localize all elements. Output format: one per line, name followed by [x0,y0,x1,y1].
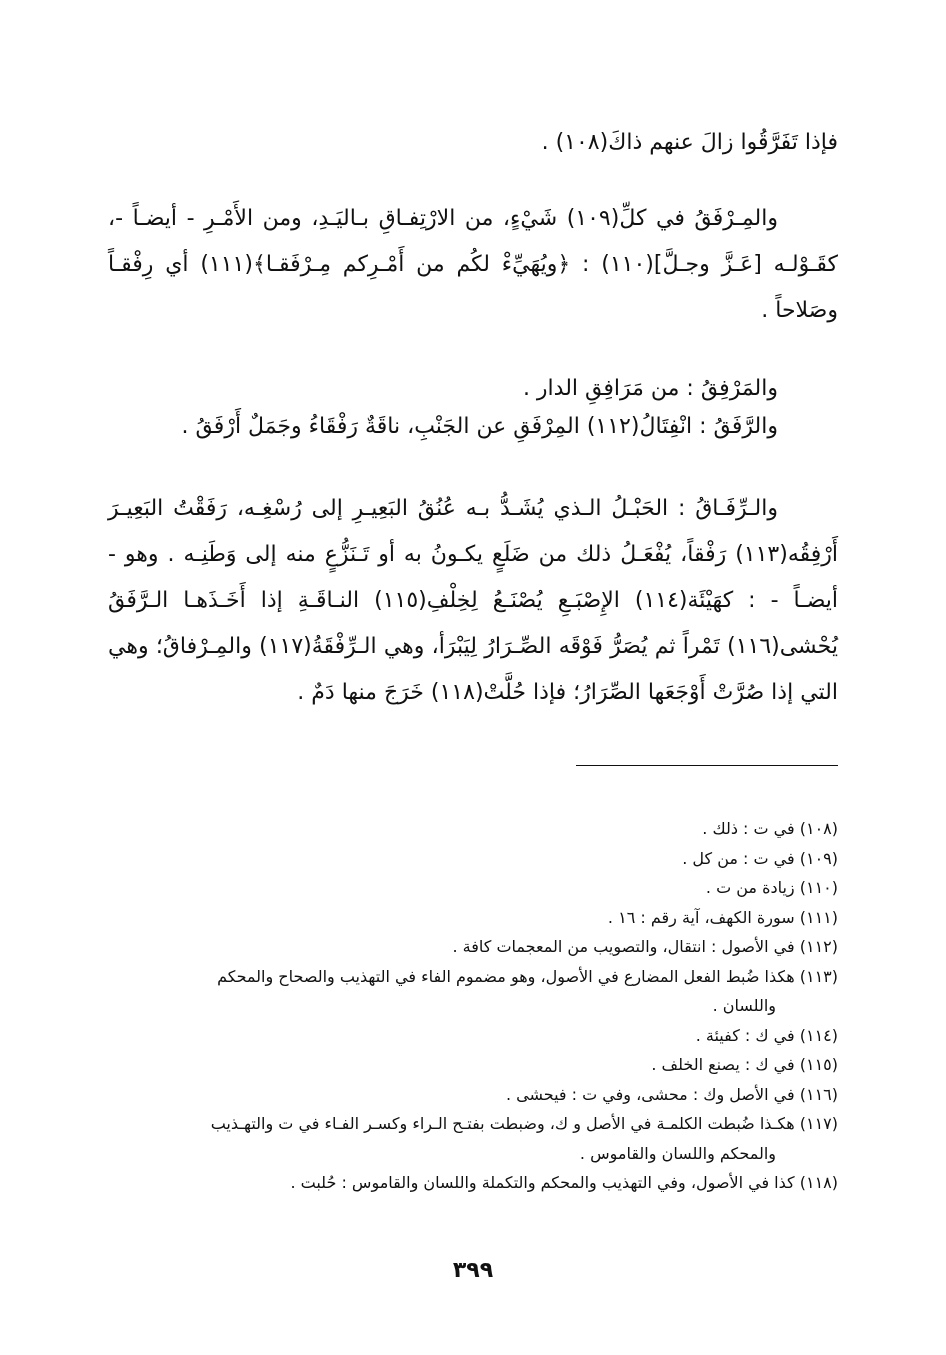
page-number: ٣٩٩ [452,1258,494,1283]
paragraph-4-text: والـرِّفَـاقُ : الحَبْـلُ الـذي يُشَـدُّ بـه عُنُقُ البَعِيـرِ إلى رُسْغِـه، رَفَقْتُ البَعِيـرَ أَرْفِقُه(١١٣) رَفْقاً، يُفْعَـلُ ذلك من ضَلَعٍ يكـونُ به أو تَـنَزُّعٍ منه إلى وَطَنِـه . وهو - أيضـاً - : كهَيْئَة(١١٤) الإِصْبَـعِ يُصْنَـعُ لِخِلْفِ(١١٥) النـاقَـةِ إذا أَخَـذَهـا الـرَّفَقُ يُحْشى(١١٦) تَمْراً ثم يُصَرُّ فَوْقَه الصِّـرَارُ لِيَبْرَأ، وهي الـرِّفْقَةُ(١١٧) والمِـرْفاقُ؛ وهي التي إذا صُرَّتْ أَوْجَعَها الصِّرَارُ؛ فإذا حُلَّتْ(١١٨) خَرَجَ منها دَمٌ . [108,496,839,705]
paragraph-3 [108,370,838,446]
footnote-112: (١١٢) في الأصول : انتقال، والتصويب من المعجمات كافة . [452,937,838,956]
footnote-118: (١١٨) كذا في الأصول، وفي التهذيب والمحكم والتكملة واللسان والقاموس : حُلبت . [290,1173,838,1192]
paragraph-2-text: والمِـرْفَقُ في كلِّ(١٠٩) شَيْءٍ، من الارْتِفـاقِ بـاليَـدِ، ومن الأَمْـرِ - أيضـاً -، كقَـوْلـه [عَـزَّ وجـلَّ](١١٠) : ﴿ويُهَيِّءْ لكُم من أَمْـرِكم مِـرْفَقـا﴾(١١١) أي رِفْقـاً وصَلاحاً . [108,206,839,323]
paragraph-1 [108,120,838,166]
paragraph-1-text: فإذا تَفَرَّقُوا زالَ عنهم ذاكَ(١٠٨) . [541,130,838,155]
footnote-117-continuation: والمحكم واللسان والقاموس . [579,1143,776,1163]
footnote-108: (١٠٨) في ت : ذلك . [702,819,838,838]
footnote-114: (١١٤) في ك : كفيئة . [695,1025,838,1045]
footnote-109: (١٠٩) في ت : من كل . [682,848,838,868]
paragraph-3a-text: والمَرْفِقُ : من مَرَافِقِ الدار . [522,376,778,401]
footnote-115: (١١٥) في ك : يصنع الخلف . [651,1055,838,1074]
footnote-113-continuation: واللسان . [712,996,776,1015]
footnote-111: (١١١) سورة الكهف، آية رقم : ١٦ . [607,907,838,927]
footnote-117: (١١٧) هكـذا ضُبطت الكلمـة في الأصل و ك، وضبطت بفتـح الـراء وكسـر الفـاء في ت والتهـذيب [210,1114,838,1133]
footnote-113: (١١٣) هكذا ضُبط الفعل المضارع في الأصول، وهو مضموم الفاء في التهذيب والصحاح والمحكم [217,966,838,986]
footnote-110: (١١٠) زيادة من ت . [705,878,838,897]
footnote-divider [576,765,838,766]
paragraph-2 [108,196,838,334]
footnotes-list [108,814,838,1198]
paragraph-4 [108,486,838,716]
paragraph-3b-text: والرَّفَقُ : انْفِتَالُ(١١٢) المِرْفَقِ عن الجَنْبِ، ناقَةٌ رَفْقَاءُ وجَمَلٌ أَرْفَقُ . [181,414,778,439]
footnote-116: (١١٦) في الأصل وك : محشى، وفي ت : فيحشى . [505,1084,838,1104]
